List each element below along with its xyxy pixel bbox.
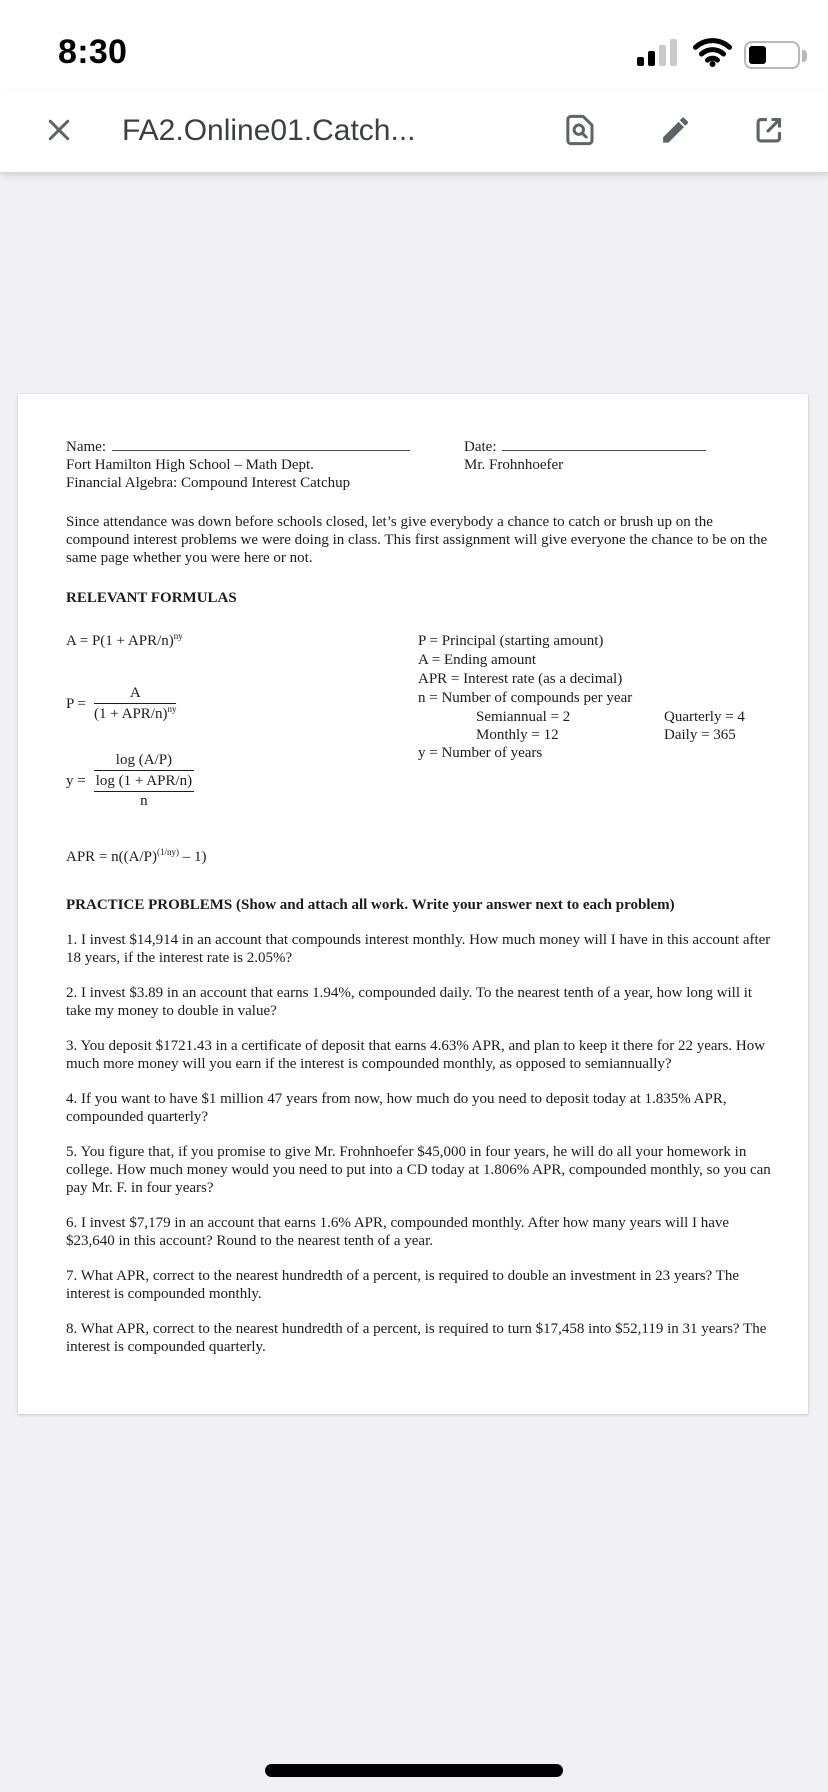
problem-item: 3. You deposit $1721.43 in a certificate of deposit that earns 4.63% APR, and plan to keep it there for 22 years. How much more money will you earn if the interest is compounded monthly, as opposed to semiannually? xyxy=(66,1038,766,1072)
date-label: Date: xyxy=(464,439,497,455)
legend-sub-item: Semiannual = 2 xyxy=(476,709,571,725)
document-title: FA2.Online01.Catch... xyxy=(122,114,416,147)
variable-legend xyxy=(418,631,772,810)
cellular-signal-icon xyxy=(637,38,681,72)
wifi-icon xyxy=(692,37,733,72)
doc-header-row-1 xyxy=(66,438,772,456)
legend-sub-item: Monthly = 12 xyxy=(476,727,559,743)
legend-item: y = Number of years xyxy=(418,745,543,761)
find-in-document-icon xyxy=(562,112,598,151)
formula-apr: APR = $n((A/P)^{(1/ny)} - 1)$ xyxy=(66,847,207,865)
legend-item: n = Number of compounds per year xyxy=(418,690,633,706)
toolbar xyxy=(0,90,828,172)
legend-sub-item: Daily = 365 xyxy=(664,727,736,743)
status-bar xyxy=(0,0,828,90)
battery-level xyxy=(749,46,766,64)
course-line: Financial Algebra: Compound Interest Catchup xyxy=(66,475,351,491)
open-in-new-icon xyxy=(752,113,786,150)
status-icons xyxy=(637,37,800,72)
battery-icon xyxy=(744,41,800,69)
problem-item: 5. You figure that, if you promise to give Mr. Frohnhoefer $45,000 in four years, he will do all your homework in college. How much money would you need to put into a CD today at 1.806% APR, compounded monthly, so you can pay Mr. F. in four years? xyxy=(66,1144,771,1196)
formula-years: y = $\frac{\log (A/P)}{\frac{\text{log (1 + APR/n)}}{n}}$ xyxy=(66,752,193,809)
problem-item: 2. I invest $3.89 in an account that earns 1.94%, compounded daily. To the nearest tenth of a year, how long will it take my money to double in value? xyxy=(66,985,753,1019)
problem-item: 6. I invest $7,179 in an account that earns 1.6% APR, compounded monthly. After how many years will I have $23,640 in this account? Round to the nearest tenth of a year. xyxy=(66,1215,730,1249)
legend-item: A = Ending amount xyxy=(418,652,537,668)
legend-sub-item: Quarterly = 4 xyxy=(664,709,745,725)
problem-item: 1. I invest $14,914 in an account that compounds interest monthly. How much money will I have in this account after 18 years, if the interest rate is 2.05%? xyxy=(66,932,771,966)
home-indicator[interactable] xyxy=(265,1764,563,1777)
pencil-icon xyxy=(658,113,692,150)
close-button[interactable] xyxy=(44,115,74,148)
edit-button[interactable] xyxy=(658,113,692,150)
name-blank-line xyxy=(112,438,410,451)
battery-nub xyxy=(802,50,807,62)
legend-item: APR = Interest rate (as a decimal) xyxy=(418,671,623,687)
toolbar-actions xyxy=(562,112,786,151)
legend-item: P = Principal (starting amount) xyxy=(418,633,604,649)
clock: 8:30 xyxy=(58,33,128,71)
doc-header-row-3 xyxy=(66,474,772,492)
problem-item: 7. What APR, correct to the nearest hundredth of a percent, is required to double an investment in 23 years? The interest is compounded monthly. xyxy=(66,1268,739,1302)
school-line: Fort Hamilton High School – Math Dept. xyxy=(66,457,314,473)
pdf-page xyxy=(18,394,808,1414)
formulas-column xyxy=(66,631,418,810)
problem-item: 4. If you want to have $1 million 47 years from now, how much do you need to deposit today at 1.835% APR, compounded quarterly? xyxy=(66,1091,727,1125)
find-in-document-button[interactable] xyxy=(562,112,598,151)
document-viewer[interactable] xyxy=(0,172,828,1792)
problem-item: 8. What APR, correct to the nearest hundredth of a percent, is required to turn $17,458 into $52,119 in 31 years? The interest is compounded quarterly. xyxy=(66,1321,767,1355)
formula-ending-amount: A = P(1 + APR/$n)^{ny}$ xyxy=(66,631,183,649)
open-in-new-button[interactable] xyxy=(752,113,786,150)
close-icon xyxy=(44,115,74,148)
practice-problems-heading: PRACTICE PROBLEMS (Show and attach all work. Write your answer next to each problem) xyxy=(66,897,675,913)
formula-principal: P = $\frac{A}{(1 + APR/n)^{ny}}$ xyxy=(66,685,177,722)
formulas-heading: RELEVANT FORMULAS xyxy=(66,590,237,606)
intro-paragraph: Since attendance was down before schools closed, let’s give everybody a chance to catch or brush up on the compound interest problems we were doing in class. This first assignment will give everyone the chance to be on the same page whether you were here or not. xyxy=(66,514,768,566)
date-blank-line xyxy=(502,438,706,451)
formulas-block xyxy=(66,631,772,810)
name-label: Name: xyxy=(66,439,106,455)
teacher-name: Mr. Frohnhoefer xyxy=(464,457,564,473)
doc-header-row-2 xyxy=(66,456,772,474)
compound-frequency-table xyxy=(418,708,772,744)
